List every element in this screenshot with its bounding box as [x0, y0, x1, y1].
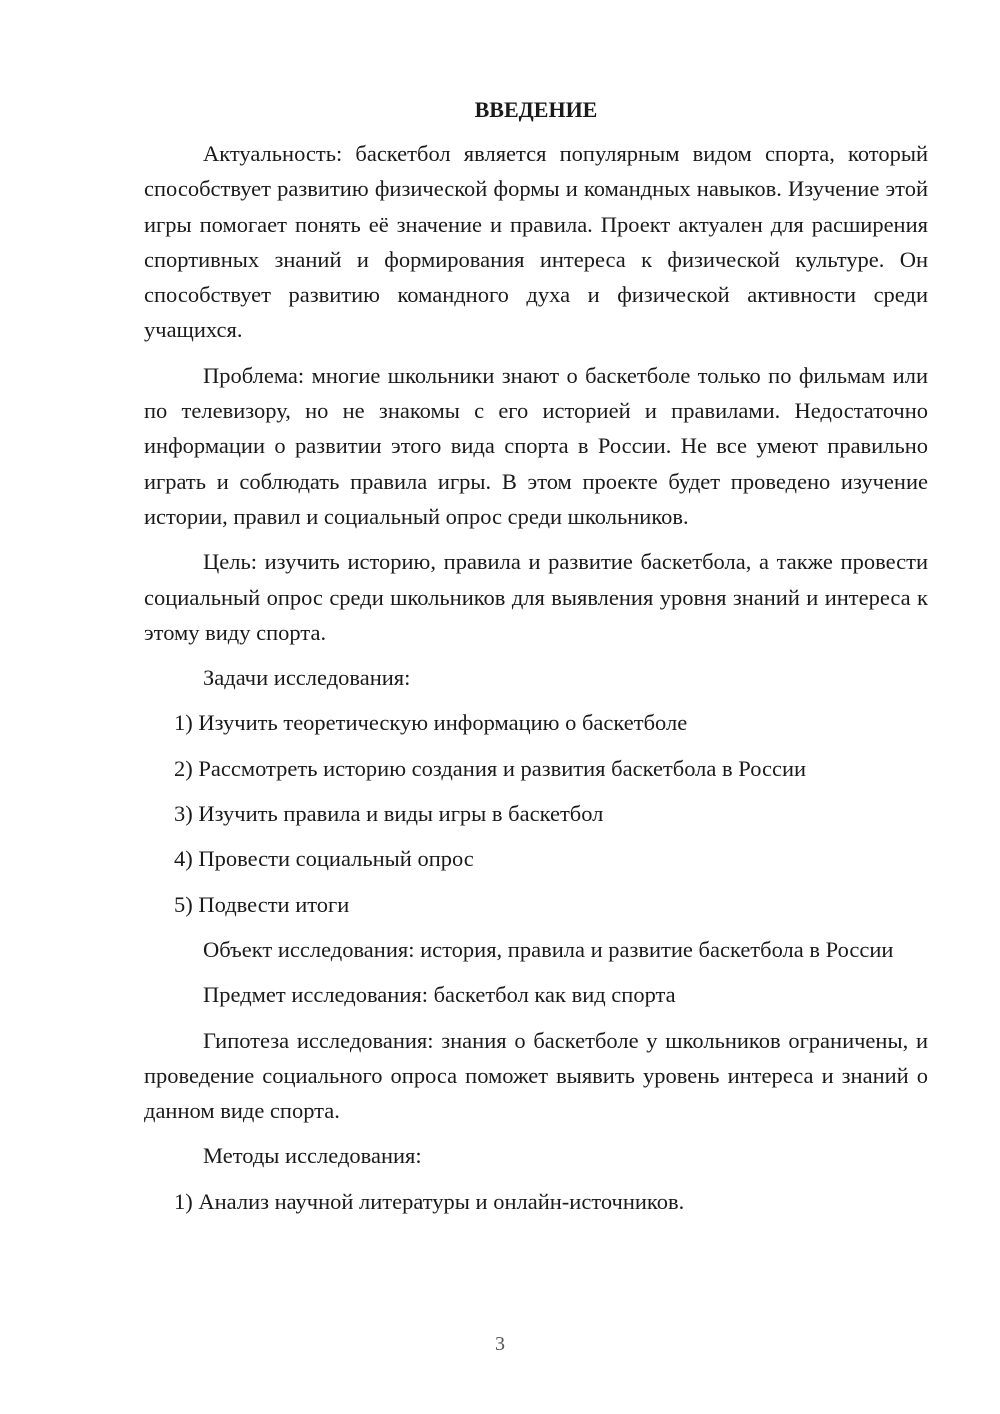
tasks-heading: Задачи исследования:	[203, 665, 411, 691]
method-item-1: 1) Анализ научной литературы и онлайн-источников.	[174, 1188, 685, 1214]
paragraph-relevance: Актуальность: баскетбол является популярным видом спорта, который способствует развитию физической формы и командных навыков. Изучение этой игры помогает понять её значение и правила. Проект актуален для расширения спортивных знаний и формирования интереса к физической культуре. Он способствует развитию командного духа и физической активности среди учащихся.	[144, 141, 928, 343]
task-item-2: 2) Рассмотреть историю создания и развития баскетбола в России	[174, 755, 807, 781]
section-title: ВВЕДЕНИЕ	[474, 97, 598, 122]
methods-heading: Методы исследования:	[203, 1143, 422, 1169]
task-item-4: 4) Провести социальный опрос	[174, 846, 474, 872]
paragraph-hypothesis: Гипотеза исследования: знания о баскетболе у школьников ограничены, и проведение социального опроса поможет выявить уровень интереса и знаний о данном виде спорта.	[144, 1027, 928, 1124]
task-item-5: 5) Подвести итоги	[174, 891, 350, 917]
paragraph-goal: Цель: изучить историю, правила и развитие баскетбола, а также провести социальный опрос среди школьников для выявления уровня знаний и интереса к этому виду спорта.	[144, 549, 928, 645]
paragraph-object: Объект исследования: история, правила и развитие баскетбола в России	[203, 936, 894, 962]
paragraph-problem: Проблема: многие школьники знают о баскетболе только по фильмам или по телевизору, но не знакомы с его историей и правилами. Недостаточно информации о развитии этого вида спорта в России. Не все умеют правильно играть и соблюдать правила игры. В этом проекте будет проведено изучение истории, правил и социальный опрос среди школьников.	[144, 362, 928, 529]
page-content	[144, 92, 928, 1229]
task-item-1: 1) Изучить теоретическую информацию о баскетболе	[174, 710, 688, 736]
page-number: 3	[495, 1333, 505, 1355]
paragraph-subject: Предмет исследования: баскетбол как вид спорта	[203, 982, 676, 1008]
task-item-3: 3) Изучить правила и виды игры в баскетбол	[174, 801, 604, 827]
